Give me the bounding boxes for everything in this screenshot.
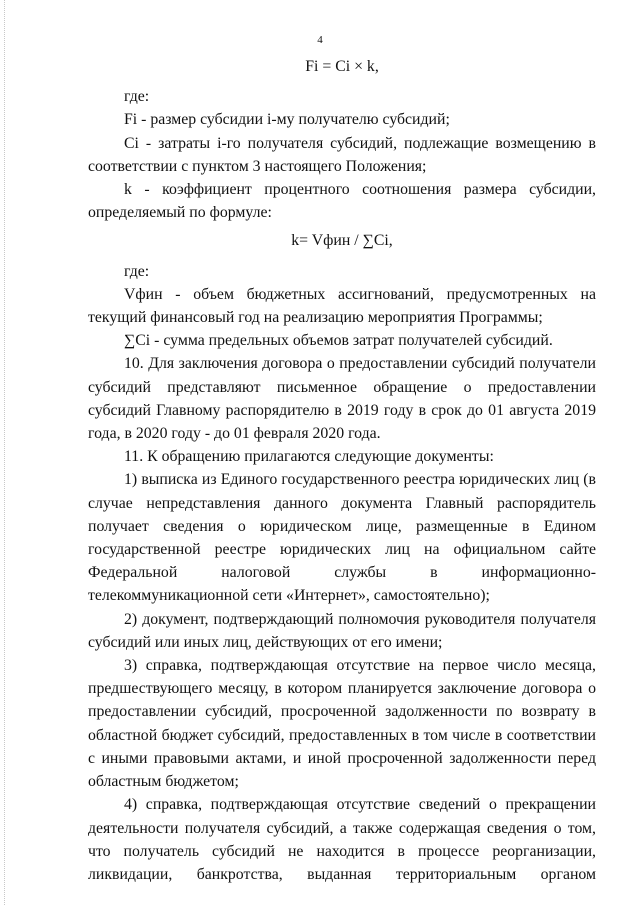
definition-fi: Fi - размер субсидии i-му получателю субсидий; [124, 111, 450, 129]
where-label: где: [124, 88, 150, 106]
definition-ci: Ci - затраты i-го получателя субсидий, подлежащие возмещению в соответствии с пунктом 3 настоящего Положения; [88, 134, 596, 175]
scan-edge-marks [4, 0, 6, 905]
paragraph-10: 10. Для заключения договора о предоставлении субсидий получатели субсидий представляют письменное обращение о предоставлении субсидий Главному распорядителю в 2019 году в срок до 01 августа 2019 года, в 2020 году - до 01 февраля 2020 года. [88, 355, 596, 443]
formula-subsidy: Fi = Ci × k, [305, 58, 379, 75]
document-item-4: 4) справка, подтверждающая отсутствие сведений о прекращении деятельности получателя субсидий, а также содержащая сведения о том, что получатель субсидий не находится в процессе реорганизации, ликвидации, банкротства, выданная территориальным органом [88, 796, 596, 883]
document-item-2: 2) документ, подтверждающий полномочия руководителя получателя субсидий или иных лиц, действующих от его имени; [88, 610, 596, 651]
definition-k: k - коэффициент процентного соотношения размера субсидии, определяемый по формуле: [88, 181, 596, 222]
definition-vfin: Vфин - объем бюджетных ассигнований, предусмотренных на текущий финансовый год на реализацию мероприятия Программы; [88, 285, 596, 327]
where-label-2: где: [124, 262, 150, 280]
formula-coefficient: k= Vфин / ∑Ci, [291, 232, 393, 250]
document-item-3: 3) справка, подтверждающая отсутствие на первое число месяца, предшествующего месяцу, в котором планируется заключение договора о предоставлении субсидий, просроченной задолженности по возврату в областной бюджет субсидий, предоставленных в том числе в соответствии с иными правовыми актами, и иной просроченной задолженности перед областным бюджетом; [88, 657, 596, 791]
definition-sum-ci: ∑Ci - сумма предельных объемов затрат получателей субсидий. [124, 332, 553, 350]
page-number: 4 [317, 34, 323, 46]
document-body [88, 55, 596, 886]
document-item-1: 1) выписка из Единого государственного реестра юридических лиц (в случае непредставления данного документа Главный распорядитель получает сведения о юридическом лице, размещенные в Едином государственной реестре юридических лиц на официальном сайте Федеральной налоговой службы в информационно-телекоммуникационной сети «Интернет», самостоятельно); [88, 471, 596, 605]
paragraph-11: 11. К обращению прилагаются следующие документы: [124, 448, 494, 466]
